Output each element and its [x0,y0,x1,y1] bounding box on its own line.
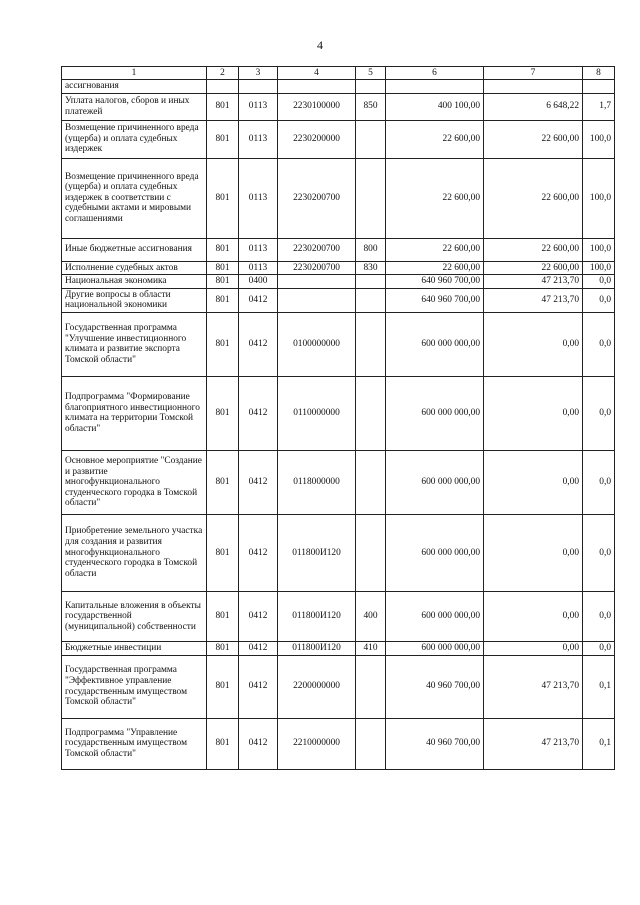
row-cell-c7: 47 213,70 [484,655,583,718]
row-cell-c7: 0,00 [484,376,583,450]
row-cell-c5 [356,514,386,591]
row-cell-c4 [278,80,356,94]
header-row [62,67,615,80]
row-cell-c4: 2230200000 [278,120,356,158]
row-name-cell: Национальная экономика [62,275,207,289]
row-cell-c5 [356,275,386,289]
row-cell-c4: 011800И120 [278,514,356,591]
row-cell-c7: 47 213,70 [484,718,583,769]
row-cell-c3: 0412 [239,450,278,514]
row-cell-c6: 600 000 000,00 [386,591,484,641]
row-name-cell: Исполнение судебных актов [62,261,207,275]
row-name-cell: Основное мероприятие "Создание и развитие многофункционального студенческого городка в Томской области" [62,450,207,514]
table-row [62,238,615,261]
header-cell-4: 4 [278,67,356,80]
row-cell-c6: 640 960 700,00 [386,275,484,289]
row-cell-c3: 0412 [239,655,278,718]
row-cell-c8: 0,0 [583,312,615,376]
row-cell-c4: 0110000000 [278,376,356,450]
row-cell-c6: 22 600,00 [386,158,484,238]
budget-table [61,66,615,770]
row-cell-c6: 40 960 700,00 [386,655,484,718]
row-cell-c6: 600 000 000,00 [386,376,484,450]
row-cell-c6: 400 100,00 [386,93,484,120]
row-name-cell: Подпрограмма "Формирование благоприятного инвестиционного климата на территории Томской области" [62,376,207,450]
header-cell-8: 8 [583,67,615,80]
row-cell-c6: 600 000 000,00 [386,641,484,655]
row-cell-c5: 850 [356,93,386,120]
row-cell-c8: 0,0 [583,591,615,641]
header-cell-1: 1 [62,67,207,80]
row-cell-c7: 22 600,00 [484,261,583,275]
row-cell-c2: 801 [207,261,239,275]
row-cell-c6: 640 960 700,00 [386,288,484,312]
table-row [62,288,615,312]
row-cell-c4: 2230200700 [278,158,356,238]
row-name-cell: Другие вопросы в области национальной экономики [62,288,207,312]
table-row [62,450,615,514]
table-row [62,158,615,238]
row-cell-c4: 2230200700 [278,238,356,261]
row-cell-c5 [356,312,386,376]
row-cell-c6: 22 600,00 [386,261,484,275]
row-name-cell: Приобретение земельного участка для создания и развития многофункционального студенческого городка в Томской области [62,514,207,591]
row-cell-c3: 0412 [239,312,278,376]
row-cell-c8: 0,0 [583,450,615,514]
row-cell-c8: 0,0 [583,376,615,450]
row-cell-c5: 830 [356,261,386,275]
row-cell-c2: 801 [207,238,239,261]
row-cell-c2: 801 [207,514,239,591]
row-cell-c3: 0412 [239,288,278,312]
row-cell-c2: 801 [207,312,239,376]
row-name-cell: Бюджетные инвестиции [62,641,207,655]
row-cell-c3: 0113 [239,120,278,158]
row-cell-c4: 011800И120 [278,591,356,641]
row-cell-c3 [239,80,278,94]
row-cell-c2: 801 [207,376,239,450]
page-number: 4 [317,38,323,52]
row-cell-c5 [356,655,386,718]
row-name-cell: Государственная программа "Эффективное управление государственным имуществом Томской области" [62,655,207,718]
row-cell-c2: 801 [207,718,239,769]
row-cell-c6 [386,80,484,94]
row-cell-c4: 2230200700 [278,261,356,275]
row-cell-c7: 0,00 [484,641,583,655]
table-row [62,591,615,641]
row-cell-c7: 6 648,22 [484,93,583,120]
row-cell-c7: 0,00 [484,514,583,591]
row-cell-c2: 801 [207,591,239,641]
row-cell-c4: 2230100000 [278,93,356,120]
row-name-cell: Иные бюджетные ассигнования [62,238,207,261]
row-cell-c2: 801 [207,450,239,514]
row-cell-c3: 0113 [239,238,278,261]
table-row [62,641,615,655]
table-row [62,718,615,769]
row-cell-c6: 600 000 000,00 [386,514,484,591]
row-cell-c8: 0,1 [583,655,615,718]
table-row [62,312,615,376]
row-cell-c6: 22 600,00 [386,120,484,158]
row-cell-c2: 801 [207,120,239,158]
row-cell-c7: 22 600,00 [484,120,583,158]
row-cell-c6: 600 000 000,00 [386,450,484,514]
table-row [62,93,615,120]
row-cell-c3: 0412 [239,641,278,655]
row-cell-c2: 801 [207,288,239,312]
row-cell-c5: 410 [356,641,386,655]
row-cell-c3: 0412 [239,514,278,591]
row-cell-c2 [207,80,239,94]
row-cell-c3: 0400 [239,275,278,289]
row-cell-c7: 47 213,70 [484,288,583,312]
row-cell-c8 [583,80,615,94]
row-cell-c8: 100,0 [583,120,615,158]
row-cell-c3: 0113 [239,261,278,275]
header-cell-5: 5 [356,67,386,80]
row-name-cell: ассигнования [62,80,207,94]
row-cell-c7: 47 213,70 [484,275,583,289]
row-cell-c5 [356,158,386,238]
row-cell-c8: 100,0 [583,261,615,275]
row-name-cell: Подпрограмма "Управление государственным имуществом Томской области" [62,718,207,769]
row-cell-c2: 801 [207,158,239,238]
row-cell-c7: 22 600,00 [484,238,583,261]
row-cell-c4: 011800И120 [278,641,356,655]
row-cell-c7: 0,00 [484,312,583,376]
row-cell-c3: 0113 [239,158,278,238]
header-cell-3: 3 [239,67,278,80]
row-cell-c2: 801 [207,93,239,120]
row-cell-c8: 0,0 [583,514,615,591]
row-cell-c8: 1,7 [583,93,615,120]
table-row [62,80,615,94]
row-cell-c4: 2200000000 [278,655,356,718]
table-row [62,655,615,718]
row-name-cell: Государственная программа "Улучшение инвестиционного климата и развитие экспорта Томской области" [62,312,207,376]
row-cell-c5 [356,120,386,158]
row-cell-c3: 0412 [239,591,278,641]
row-cell-c8: 0,0 [583,288,615,312]
row-name-cell: Возмещение причиненного вреда (ущерба) и оплата судебных издержек в соответствии с судебными актами и мировыми соглашениями [62,158,207,238]
row-cell-c7: 0,00 [484,450,583,514]
row-cell-c8: 100,0 [583,238,615,261]
row-cell-c5: 400 [356,591,386,641]
row-cell-c4: 0118000000 [278,450,356,514]
table-row [62,376,615,450]
row-cell-c6: 22 600,00 [386,238,484,261]
table-row [62,514,615,591]
table-row [62,275,615,289]
header-cell-7: 7 [484,67,583,80]
row-cell-c2: 801 [207,275,239,289]
row-cell-c7: 22 600,00 [484,158,583,238]
table-row [62,261,615,275]
row-name-cell: Капитальные вложения в объекты государственной (муниципальной) собственности [62,591,207,641]
row-cell-c6: 600 000 000,00 [386,312,484,376]
row-cell-c5 [356,450,386,514]
header-cell-2: 2 [207,67,239,80]
row-cell-c8: 0,0 [583,275,615,289]
row-cell-c5 [356,80,386,94]
row-cell-c4 [278,275,356,289]
row-cell-c3: 0412 [239,376,278,450]
row-cell-c8: 0,1 [583,718,615,769]
row-cell-c6: 40 960 700,00 [386,718,484,769]
row-cell-c2: 801 [207,641,239,655]
row-cell-c5 [356,718,386,769]
table-row [62,120,615,158]
row-name-cell: Возмещение причиненного вреда (ущерба) и оплата судебных издержек [62,120,207,158]
row-cell-c3: 0412 [239,718,278,769]
row-cell-c8: 0,0 [583,641,615,655]
row-cell-c7 [484,80,583,94]
row-cell-c4: 2210000000 [278,718,356,769]
row-name-cell: Уплата налогов, сборов и иных платежей [62,93,207,120]
row-cell-c8: 100,0 [583,158,615,238]
row-cell-c3: 0113 [239,93,278,120]
row-cell-c4 [278,288,356,312]
row-cell-c5 [356,376,386,450]
row-cell-c5 [356,288,386,312]
row-cell-c4: 0100000000 [278,312,356,376]
header-cell-6: 6 [386,67,484,80]
row-cell-c7: 0,00 [484,591,583,641]
row-cell-c5: 800 [356,238,386,261]
row-cell-c2: 801 [207,655,239,718]
